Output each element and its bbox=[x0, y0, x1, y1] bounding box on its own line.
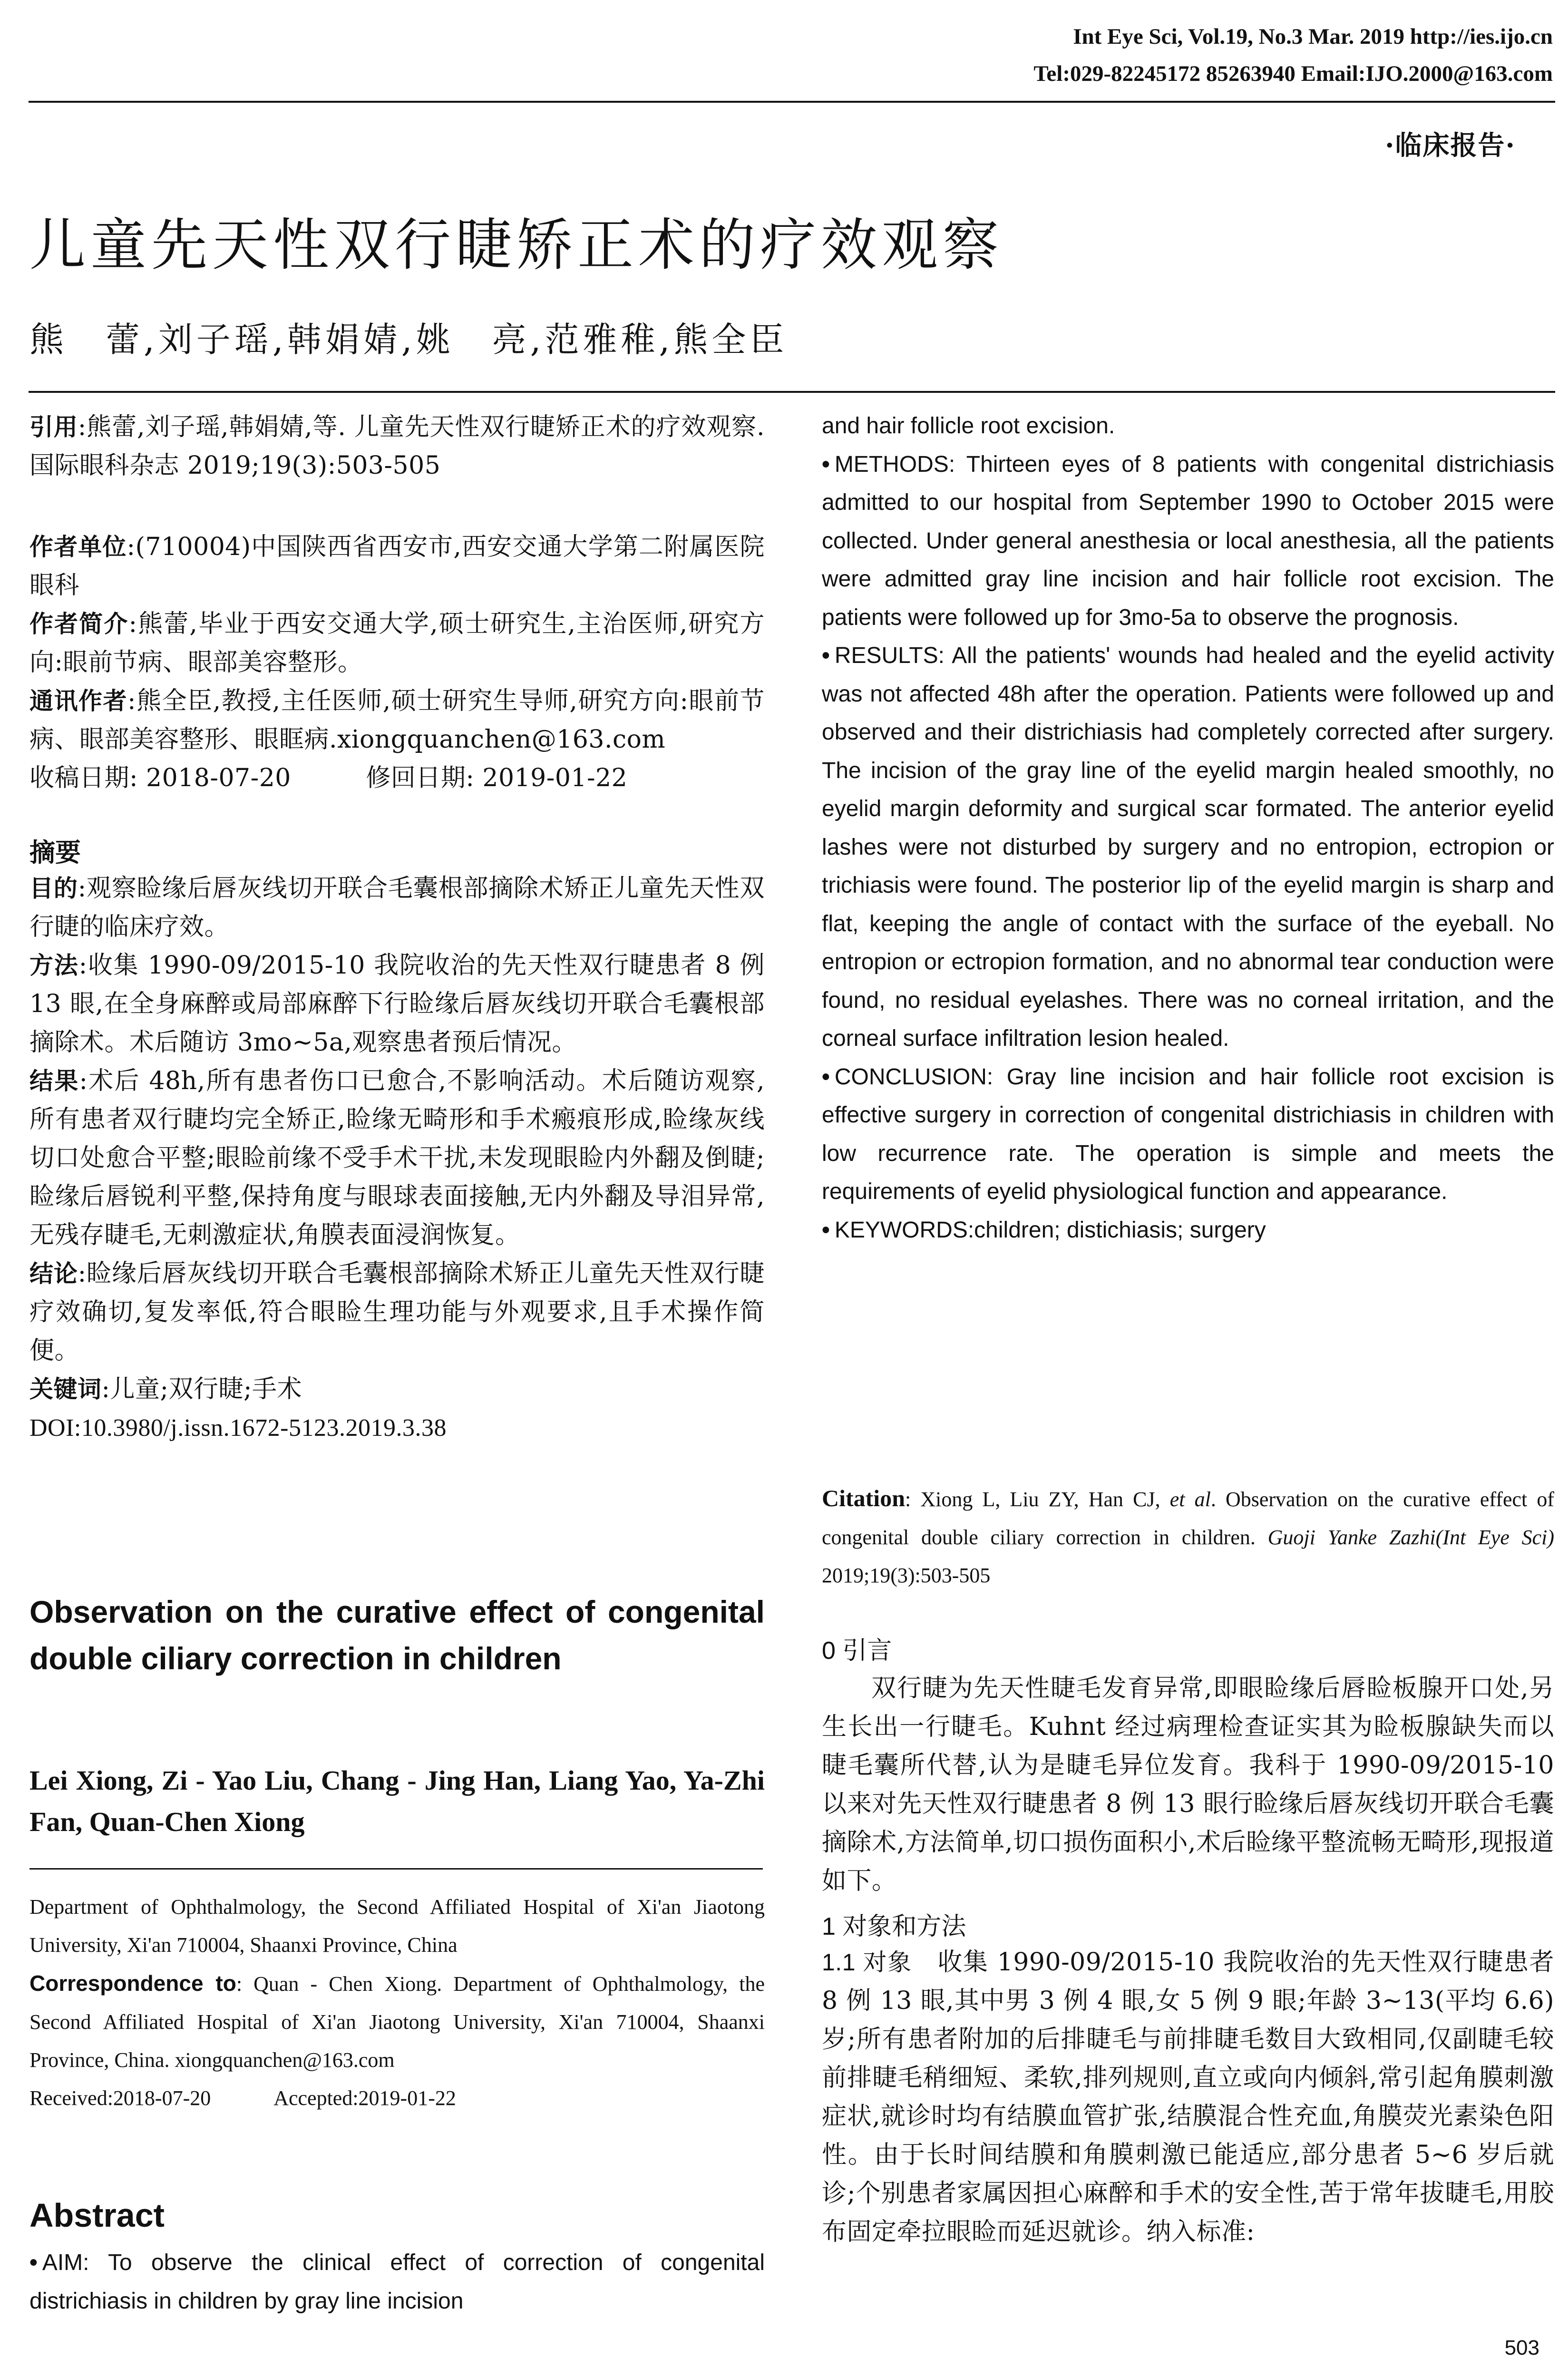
conclusion-zh: 结论:睑缘后唇灰线切开联合毛囊根部摘除术矫正儿童先天性双行睫疗效确切,复发率低,符合眼睑生理功能与外观要求,且手术操作简便。 bbox=[29, 1259, 765, 1365]
title-zh: 儿童先天性双行睫矫正术的疗效观察 bbox=[29, 212, 1004, 278]
conclusion-en: • CONCLUSION: Gray line incision and hair follicle root excision is effective surgery in correction of congenital districhiasis in children with low recurrence rate. The operation is simple and meets the requirements of eyelid physiological function and appearance. bbox=[822, 1058, 1554, 1211]
aim-en-continued: and hair follicle root excision. bbox=[822, 413, 1115, 438]
affiliation-en bbox=[29, 1888, 765, 2117]
journal-header-line1: Int Eye Sci, Vol.19, No.3 Mar. 2019 http://ies.ijo.cn bbox=[1073, 24, 1553, 49]
correspondence-en: Correspondence to: Quan - Chen Xiong. Department of Ophthalmology, the Second Affiliated Hospital of Xi'an Jiaotong University, Xi'an 710004, Shaanxi Province, China. xiongquanchen@163.com bbox=[29, 1971, 765, 2072]
citation-zh: 引用:熊蕾,刘子瑶,韩娟婧,等. 儿童先天性双行睫矫正术的疗效观察.国际眼科杂志 2019;19(3):503-505 bbox=[29, 413, 765, 480]
citation-en: Citation: Xiong L, Liu ZY, Han CJ, et al. Observation on the curative effect of congenital double ciliary correction in children. Guoji Yanke Zazhi(Int Eye Sci) 2019;19(3):503-505 bbox=[822, 1485, 1554, 1587]
section-intro-heading: 0 引言 bbox=[822, 1637, 892, 1665]
received-dates: 收稿日期: 2018-07-20 修回日期: 2019-01-22 bbox=[29, 764, 628, 792]
intro-body: 双行睫为先天性睫毛发育异常,即眼睑缘后唇睑板腺开口处,另生长出一行睫毛。Kuhnt 经过病理检查证实其为睑板腺缺失而以睫毛囊所代替,认为是睫毛异位发育。我科于 1990-09/2015-10 以来对先天性双行睫患者 8 例 13 眼行睑缘后唇灰线切开联合毛囊摘除术,方法简单,切口损伤面积小,术后睑缘平整流畅无畸形,现报道如下。 bbox=[822, 1674, 1554, 1895]
journal-header-line2: Tel:029-82245172 85263940 Email:IJO.2000@163.com bbox=[1033, 61, 1553, 86]
header-rule bbox=[29, 101, 1555, 103]
abstract-zh bbox=[29, 869, 765, 1447]
methods-en: • METHODS: Thirteen eyes of 8 patients with congenital districhiasis admitted to our hospital from September 1990 to October 2015 were collected. Under general anesthesia or local anesthesia, all the patients were admitted gray line incision and hair follicle root excision. The patients were followed up for 3mo-5a to observe the prognosis. bbox=[822, 446, 1554, 637]
results-en: • RESULTS: All the patients' wounds had healed and the eyelid activity was not affected 48h after the operation. Patients were followed up and observed and their districhiasis had completely corrected after surgery. The incision of the gray line of the eyelid margin healed smoothly, no eyelid margin deformity and surgical scar formated. The anterior eyelid lashes were not disturbed by surgery and no entropion, ectropion or trichiasis were found. The posterior lip of the eyelid margin is sharp and flat, keeping the angle of contact with the surface of the eyeball. No entropion or ectropion formation, and no abnormal tear conduction were found, no residual eyelashes. There was no corneal irritation, and the corneal surface infiltration lesion healed. bbox=[822, 637, 1554, 1058]
title-rule bbox=[29, 391, 1555, 393]
keywords-zh: 关键词:儿童;双行睫;手术 bbox=[29, 1375, 302, 1403]
results-zh: 结果:术后 48h,所有患者伤口已愈合,不影响活动。术后随访观察,所有患者双行睫均完全矫正,睑缘无畸形和手术瘢痕形成,睑缘灰线切口处愈合平整;眼睑前缘不受手术干扰,未发现眼睑内外翻及倒睫;睑缘后唇锐利平整,保持角度与眼球表面接触,无内外翻及导泪异常,无残存睫毛,无刺激症状,角膜表面浸润恢复。 bbox=[29, 1067, 765, 1249]
author-unit: 作者单位:(710004)中国陕西省西安市,西安交通大学第二附属医院眼科 bbox=[29, 533, 765, 600]
authors-en: Lei Xiong, Zi - Yao Liu, Chang - Jing Han, Liang Yao, Ya-Zhi Fan, Quan-Chen Xiong bbox=[29, 1765, 765, 1837]
received-en: Received:2018-07-20 Accepted:2019-01-22 bbox=[29, 2086, 456, 2110]
authors-zh: 熊 蕾,刘子瑶,韩娟婧,姚 亮,范雅稚,熊全臣 bbox=[29, 320, 788, 360]
keywords-en: • KEYWORDS:children; distichiasis; surgery bbox=[822, 1211, 1554, 1250]
section-tag: ·临床报告· bbox=[1385, 130, 1516, 161]
page-number: 503 bbox=[1504, 2336, 1539, 2359]
authors-rule bbox=[29, 1868, 763, 1870]
title-en: Observation on the curative effect of congenital double ciliary correction in children bbox=[29, 1594, 765, 1676]
aim-zh: 目的:观察睑缘后唇灰线切开联合毛囊根部摘除术矫正儿童先天性双行睫的临床疗效。 bbox=[29, 874, 765, 941]
corresponding-author: 通讯作者:熊全臣,教授,主任医师,硕士研究生导师,研究方向:眼前节病、眼部美容整形、眼眶病.xiongquanchen@163.com bbox=[29, 687, 765, 754]
methods-zh: 方法:收集 1990-09/2015-10 我院收治的先天性双行睫患者 8 例 13 眼,在全身麻醉或局部麻醉下行睑缘后唇灰线切开联合毛囊根部摘除术。术后随访 3mo~5a,观察患者预后情况。 bbox=[29, 951, 765, 1057]
subjects-paragraph: 1.1 对象 收集 1990-09/2015-10 我院收治的先天性双行睫患者 8 例 13 眼,其中男 3 例 4 眼,女 5 例 9 眼;年龄 3~13(平均 6.6)岁;所有患者附加的后排睫毛与前排睫毛数目大致相同,仅副睫毛较前排睫毛稍细短、柔软,排列规则,直立或向内倾斜,常引起角膜刺激症状,就诊时均有结膜血管扩张,结膜混合性充血,角膜荧光素染色阳性。由于长时间结膜和角膜刺激已能适应,部分患者 5~6 岁后就诊;个别患者家属因担心麻醉和手术的安全性,苦于常年拔睫毛,用胶布固定牵拉眼睑而延迟就诊。纳入标准: bbox=[822, 1948, 1554, 2246]
abstract-heading-en: Abstract bbox=[29, 2197, 165, 2234]
section-methods-heading: 1 对象和方法 bbox=[822, 1913, 966, 1940]
doi: DOI:10.3980/j.issn.1672-5123.2019.3.38 bbox=[29, 1414, 447, 1442]
author-info bbox=[29, 528, 765, 798]
author-intro: 作者简介:熊蕾,毕业于西安交通大学,硕士研究生,主治医师,研究方向:眼前节病、眼部美容整形。 bbox=[29, 610, 765, 677]
abstract-heading-zh: 摘要 bbox=[29, 838, 81, 867]
abstract-en-continued bbox=[822, 407, 1554, 1249]
aim-en: • AIM: To observe the clinical effect of correction of congenital districhiasis in children by gray line incision bbox=[29, 2244, 765, 2320]
department-en: Department of Ophthalmology, the Second Affiliated Hospital of Xi'an Jiaotong University, Xi'an 710004, Shaanxi Province, China bbox=[29, 1895, 765, 1957]
